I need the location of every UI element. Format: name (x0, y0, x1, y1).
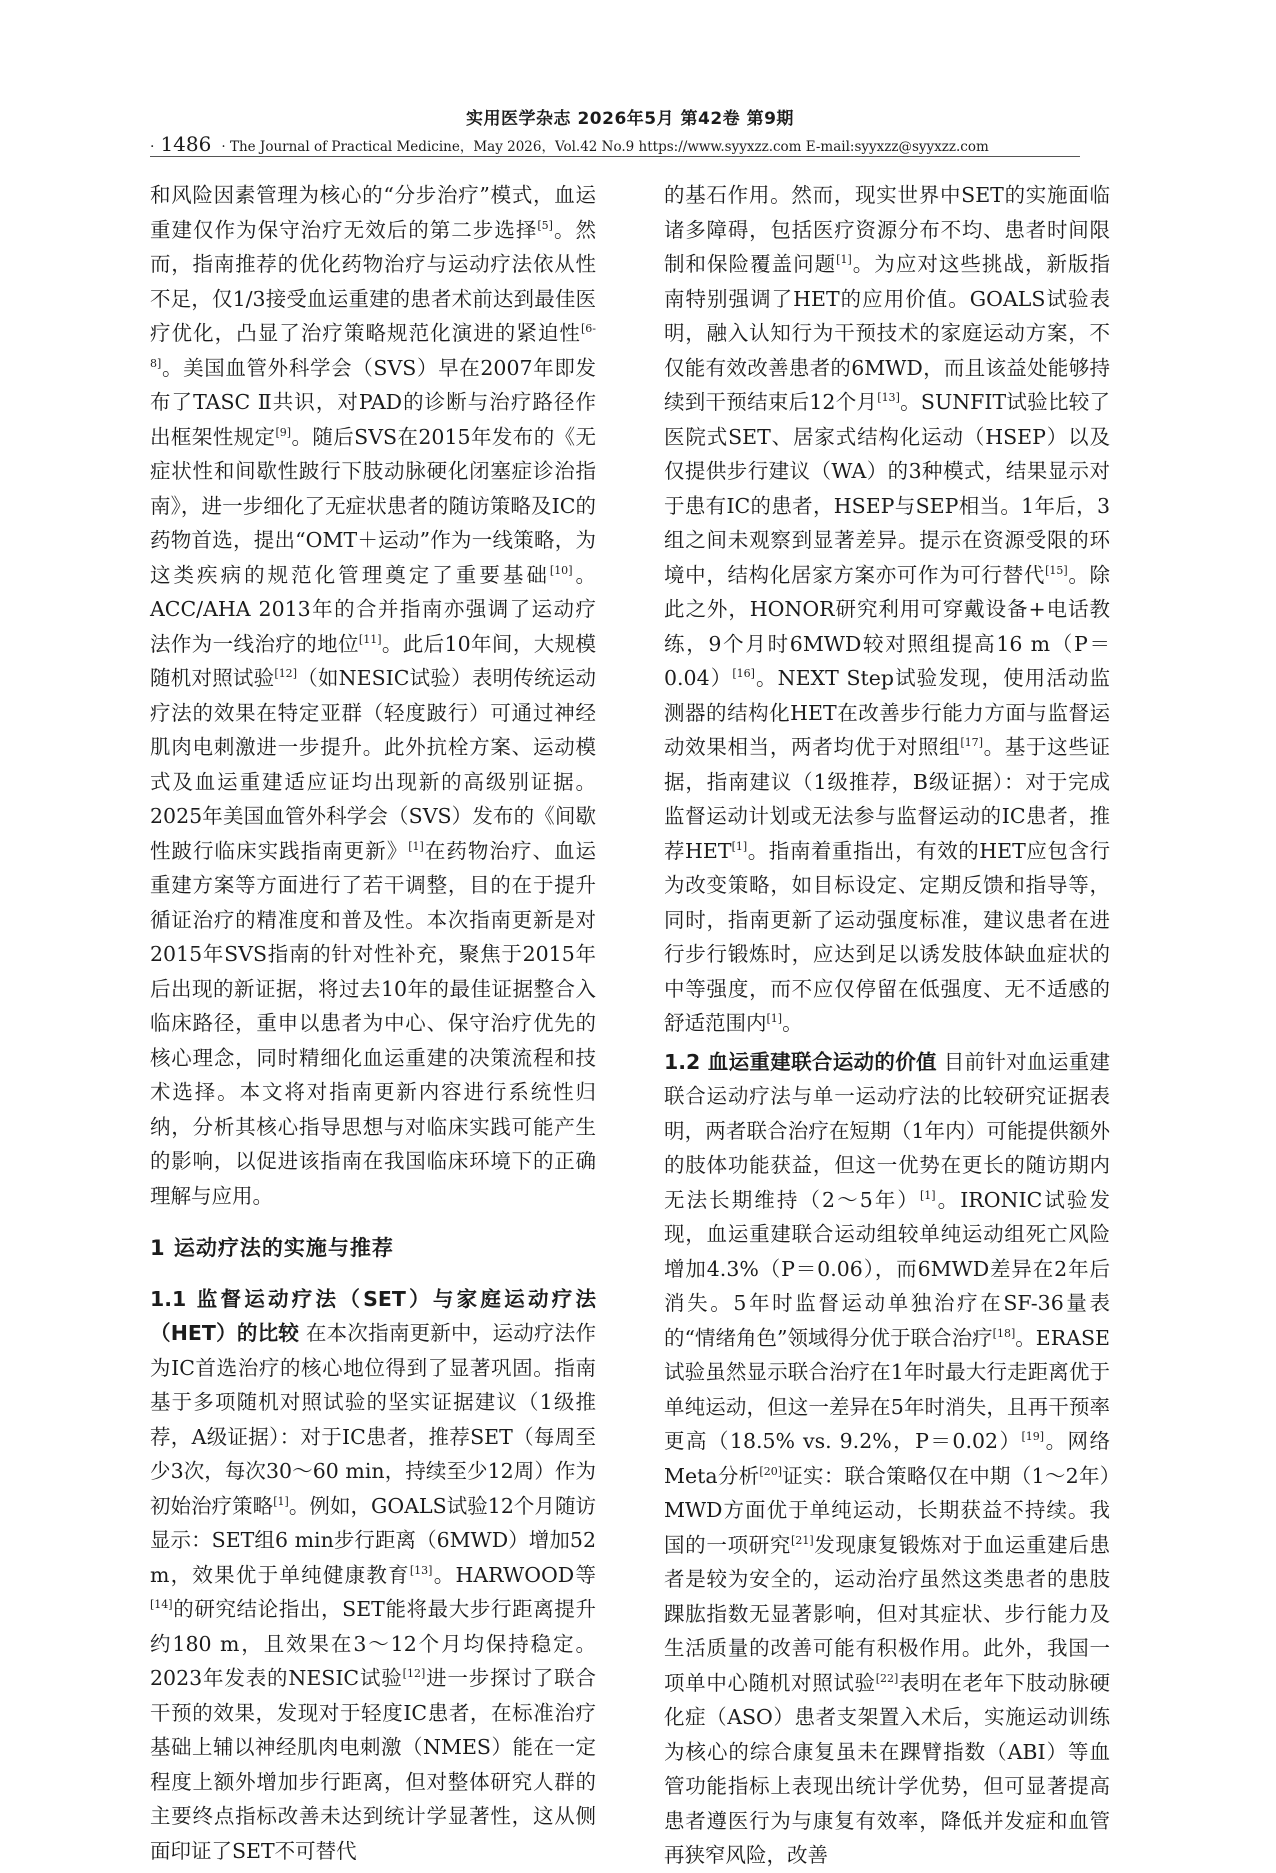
header-rule (150, 156, 1080, 157)
citation: [20] (759, 1464, 782, 1478)
section-heading: 1 运动疗法的实施与推荐 (150, 1236, 394, 1260)
citation: [6-8] (150, 322, 596, 370)
right-column (664, 178, 1110, 1873)
citation: [13] (877, 391, 900, 405)
running-head (150, 104, 1110, 129)
citation: [15] (1045, 563, 1068, 577)
citation: [14] (150, 1598, 173, 1612)
citation: [1] (731, 839, 748, 853)
paragraph: 1.1 监督运动疗法（SET）与家庭运动疗法（HET）的比较 在本次指南更新中，运动疗法作为IC首选治疗的核心地位得到了显著巩固。指南基于多项随机对照试验的坚实证据建议（1级推荐，A级证据）：对于IC患者，推荐SET（每周至少3次，每次30～60 min，持续至少12周）作为初始治疗策略[1]。例如，GOALS试验12个月随访显示：SET组6 min步行距离（6MWD）增加52 m，效果优于单纯健康教育[13]。HARWOOD等[14]的研究结论指出，SET能将最大步行距离提升约180 m，且效果在3～12个月均保持稳定。2023年发表的NESIC试验[12]进一步探讨了联合干预的效果，发现对于轻度IC患者，在标准治疗基础上辅以神经肌肉电刺激（NMES）能在一定程度上额外增加步行距离，但对整体研究人群的主要终点指标改善未达到统计学显著性，这从侧面印证了SET不可替代 (150, 1286, 597, 1863)
journal-title-en: · The Journal of Practical Medicine，May 2026，Vol.42 No.9 https://www.syyxzz.com E-mail:syyxzz@syyxzz.com (221, 139, 989, 155)
left-column (150, 178, 596, 1868)
header-info (150, 132, 1080, 156)
citation: [12] (274, 667, 297, 681)
citation: [18] (992, 1326, 1016, 1340)
header-bullet: · (150, 139, 155, 155)
journal-title-cn: 实用医学杂志 2026年5月 第42卷 第9期 (466, 109, 794, 129)
subsection-heading: 1.2 血运重建联合运动的价值 (664, 1049, 937, 1074)
paragraph: 的基石作用。然而，现实世界中SET的实施面临诸多障碍，包括医疗资源分布不均、患者时间限制和保险覆盖问题[1]。为应对这些挑战，新版指南特别强调了HET的应用价值。GOALS试验表明，融入认知行为干预技术的家庭运动方案，不仅能有效改善患者的6MWD，而且该益处能够持续到干预结束后12个月[13]。SUNFIT试验比较了医院式SET、居家式结构化运动（HSEP）以及仅提供步行建议（WA）的3种模式，结果显示对于患有IC的患者，HSEP与SEP相当。1年后，3组之间未观察到显著差异。提示在资源受限的环境中，结构化居家方案亦可作为可行替代[15]。除此之外，HONOR研究利用可穿戴设备+电话教练，9个月时6MWD较对照组提高16 m（P＝0.04）[16]。NEXT Step试验发现，使用活动监测器的结构化HET在改善步行能力方面与监督运动效果相当，两者均优于对照组[17]。基于这些证据，指南建议（1级推荐，B级证据）：对于完成监督运动计划或无法参与监督运动的IC患者，推荐HET[1]。指南着重指出，有效的HET应包含行为改变策略，如目标设定、定期反馈和指导等，同时，指南更新了运动强度标准，建议患者在进行步行锻炼时，应达到足以诱发肢体缺血症状的中等强度，而不应仅停留在低强度、无不适感的舒适范围内[1]。 (664, 183, 1111, 1035)
subsection-heading: 1.1 监督运动疗法（SET）与家庭运动疗法（HET）的比较 (150, 1286, 596, 1345)
citation: [19] (1021, 1430, 1045, 1444)
citation: [21] (791, 1533, 814, 1547)
citation: [11] (358, 632, 382, 646)
paragraph: 和风险因素管理为核心的“分步治疗”模式，血运重建仅作为保守治疗无效后的第二步选择[5]。然而，指南推荐的优化药物治疗与运动疗法依从性不足，仅1/3接受血运重建的患者术前达到最佳医疗优化，凸显了治疗策略规范化演进的紧迫性[6-8]。美国血管外科学会（SVS）早在2007年即发布了TASC Ⅱ共识，对PAD的诊断与治疗路径作出框架性规定[9]。随后SVS在2015年发布的《无症状性和间歇性跛行下肢动脉硬化闭塞症诊治指南》，进一步细化了无症状患者的随访策略及IC的药物首选，提出“OMT＋运动”作为一线策略，为这类疾病的规范化管理奠定了重要基础[10]。ACC/AHA 2013年的合并指南亦强调了运动疗法作为一线治疗的地位[11]。此后10年间，大规模随机对照试验[12]（如NESIC试验）表明传统运动疗法的效果在特定亚群（轻度跛行）可通过神经肌肉电刺激进一步提升。此外抗栓方案、运动模式及血运重建适应证均出现新的高级别证据。2025年美国血管外科学会（SVS）发布的《间歇性跛行临床实践指南更新》[1]在药物治疗、血运重建方案等方面进行了若干调整，目的在于提升循证治疗的精准度和普及性。本次指南更新是对2015年SVS指南的针对性补充，聚焦于2015年后出现的新证据，将过去10年的最佳证据整合入临床路径，重申以患者为中心、保守治疗优先的核心理念，同时精细化血运重建的决策流程和技术选择。本文将对指南更新内容进行系统性归纳，分析其核心指导思想与对临床实践可能产生的影响，以促进该指南在我国临床环境下的正确理解与应用。 (150, 183, 597, 1208)
citation: [22] (875, 1671, 899, 1685)
citation: [1] (919, 1188, 936, 1202)
citation: [5] (537, 218, 553, 232)
page-number: 1486 (160, 132, 212, 156)
citation: [1] (766, 1012, 783, 1026)
citation: [16] (732, 667, 755, 681)
citation: [12] (402, 1667, 426, 1681)
citation: [1] (408, 839, 424, 853)
paragraph: 1.2 血运重建联合运动的价值 目前针对血运重建联合运动疗法与单一运动疗法的比较研究证据表明，两者联合治疗在短期（1年内）可能提供额外的肢体功能获益，但这一优势在更长的随访期内无法长期维持（2～5年）[1]。IRONIC试验发现，血运重建联合运动组较单纯运动组死亡风险增加4.3%（P＝0.06），而6MWD差异在2年后消失。5年时监督运动单独治疗在SF-36量表的“情绪角色”领域得分优于联合治疗[18]。ERASE试验虽然显示联合治疗在1年时最大行走距离优于单纯运动，但这一差异在5年时消失，且再干预率更高（18.5% vs. 9.2%，P＝0.02）[19]。网络Meta分析[20]证实：联合策略仅在中期（1～2年）MWD方面优于单纯运动，长期获益不持续。我国的一项研究[21]发现康复锻炼对于血运重建后患者是较为安全的，运动治疗虽然这类患者的患肢踝肱指数无显著影响，但对其症状、步行能力及生活质量的改善可能有积极作用。此外，我国一项单中心随机对照试验[22]表明在老年下肢动脉硬化症（ASO）患者支架置入术后，实施运动训练为核心的综合康复虽未在踝臂指数（ABI）等血管功能指标上表现出统计学优势，但可显著提高患者遵医行为与康复有效率，降低并发症和血管再狭窄风险，改善 (664, 1049, 1111, 1867)
citation: [17] (960, 736, 983, 750)
citation: [1] (836, 253, 852, 267)
citation: [9] (275, 425, 292, 439)
citation: [13] (409, 1563, 433, 1577)
citation: [1] (273, 1494, 289, 1508)
citation: [10] (549, 563, 573, 577)
